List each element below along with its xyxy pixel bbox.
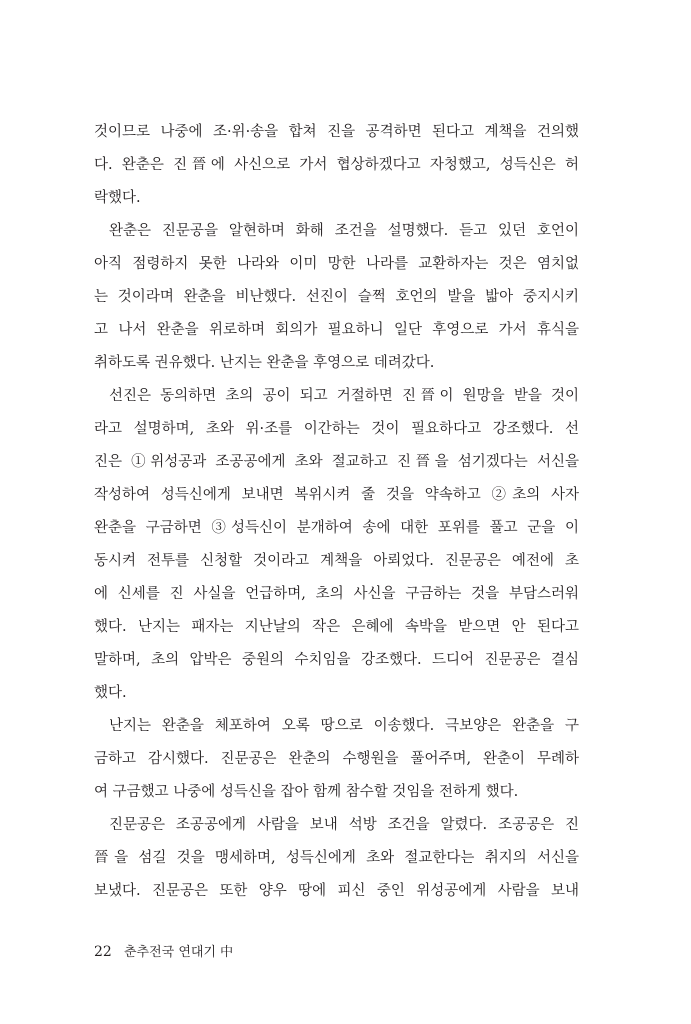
body-text	[94, 116, 579, 908]
text-line: 락했다.	[94, 190, 141, 206]
text-line: 진은 ①위성공과 조공공에게 초와 절교하고 진晉을 섬기겠다는 서신을	[94, 454, 579, 470]
text-line: 금하고 감시했다. 진문공은 완춘의 수행원을 풀어주며, 완춘이 무례하	[94, 751, 579, 767]
text-line: 작성하여 성득신에게 보내면 복위시켜 줄 것을 약속하고 ②초의 사자	[94, 487, 579, 503]
text-line: 라고 설명하며, 초와 위·조를 이간하는 것이 필요하다고 강조했다. 선	[94, 421, 579, 437]
text-line: 말하며, 초의 압박은 중원의 수치임을 강조했다. 드디어 진문공은 결심	[94, 652, 579, 668]
text-line: 晉을 섬길 것을 맹세하며, 성득신에게 초와 절교한다는 취지의 서신을	[94, 850, 579, 866]
paragraph-first-line: 난지는 완춘을 체포하여 오록 땅으로 이송했다. 극보양은 완춘을 구	[109, 718, 579, 734]
text-line: 아직 점령하지 못한 나라와 이미 망한 나라를 교환하자는 것은 염치없	[94, 256, 579, 272]
text-line: 했다. 난지는 패자는 지난날의 작은 은혜에 속박을 받으면 안 된다고	[94, 619, 579, 635]
text-line: 는 것이라며 완춘을 비난했다. 선진이 슬쩍 호언의 발을 밟아 중지시키	[94, 289, 579, 305]
text-line: 보냈다. 진문공은 또한 양우 땅에 피신 중인 위성공에게 사람을 보내	[94, 883, 579, 899]
text-line: 동시켜 전투를 신청할 것이라고 계책을 아뢰었다. 진문공은 예전에 초	[94, 553, 579, 569]
text-line: 취하도록 권유했다. 난지는 완춘을 후영으로 데려갔다.	[94, 355, 435, 371]
page-footer	[94, 942, 233, 962]
text-line: 완춘을 구금하면 ③성득신이 분개하여 송에 대한 포위를 풀고 군을 이	[94, 520, 579, 536]
text-line: 에 신세를 진 사실을 언급하며, 초의 사신을 구금하는 것을 부담스러워	[94, 586, 579, 602]
text-line: 여 구금했고 나중에 성득신을 잡아 함께 참수할 것임을 전하게 했다.	[94, 784, 519, 800]
book-title: 춘추전국 연대기 中	[123, 945, 234, 960]
page-number: 22	[94, 944, 112, 960]
paragraph-first-line: 완춘은 진문공을 알현하며 화해 조건을 설명했다. 듣고 있던 호언이	[109, 223, 579, 239]
text-line: 했다.	[94, 685, 127, 701]
text-line: 것이므로 나중에 조·위·송을 합쳐 진을 공격하면 된다고 계책을 건의했	[94, 124, 579, 140]
text-line: 다. 완춘은 진晉에 사신으로 가서 협상하겠다고 자청했고, 성득신은 허	[94, 157, 579, 173]
paragraph-first-line: 선진은 동의하면 초의 공이 되고 거절하면 진晉이 원망을 받을 것이	[109, 388, 579, 404]
paragraph-first-line: 진문공은 조공공에게 사람을 보내 석방 조건을 알렸다. 조공공은 진	[109, 817, 579, 833]
text-line: 고 나서 완춘을 위로하며 회의가 필요하니 일단 후영으로 가서 휴식을	[94, 322, 579, 338]
